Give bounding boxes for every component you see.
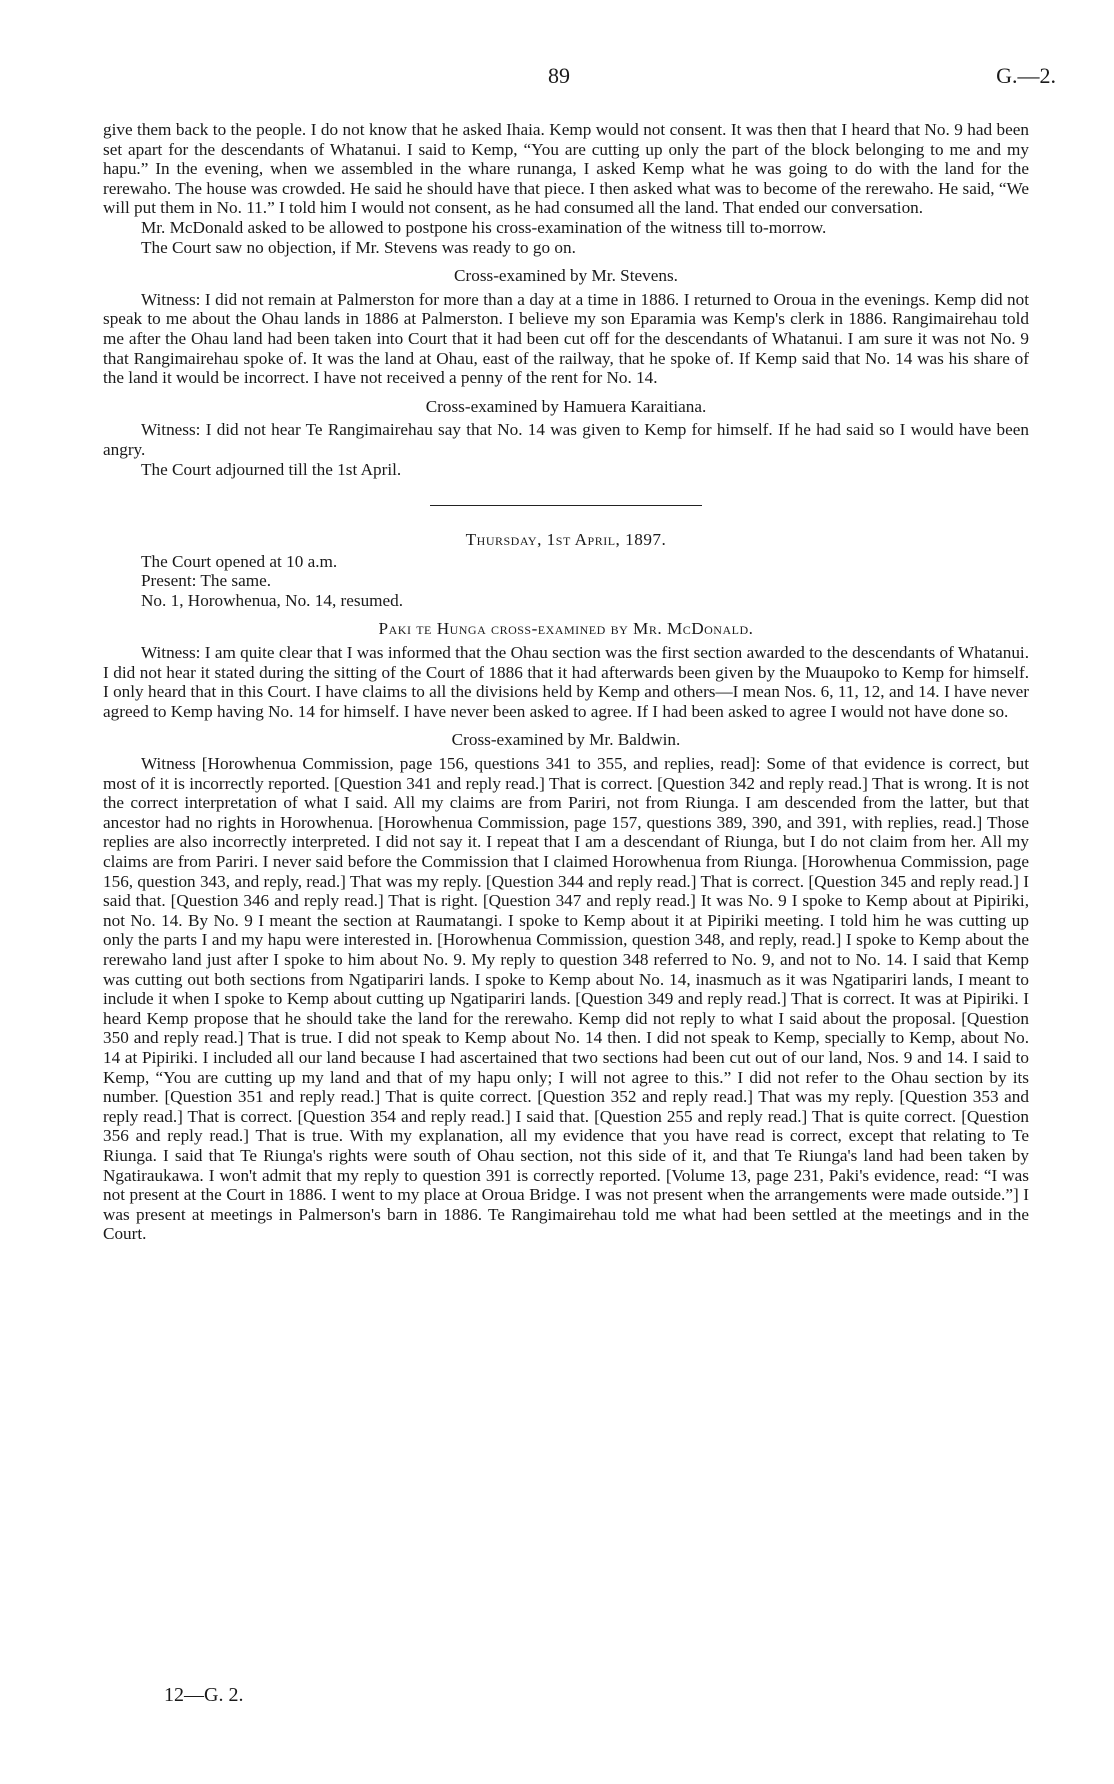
document-reference: G.—2. <box>996 63 1056 88</box>
paragraph: Mr. McDonald asked to be allowed to postpone his cross-examination of the witness till to-morrow. <box>141 217 827 237</box>
paragraph: give them back to the people. I do not know that he asked Ihaia. Kemp would not consent. It was then that I heard that No. 9 had been set apart for the descendants of Whatanui. I said to Kemp, “You are cutting up only the part of the block belonging to me and my hapu.” In the evening, when we assembled in the whare runanga, I asked Kemp what he was going to do with the land for the rerewaho. The house was crowded. He said he should have that piece. I then asked what was to become of the rerewaho. He said, “We will put them in No. 11.” I told him I would not consent, as he had consumed all the land. That ended our conversation. <box>103 120 1029 218</box>
section-heading: Cross-examined by Mr. Baldwin. <box>451 730 681 750</box>
date-heading: Thursday, 1st April, 1897. <box>465 530 667 550</box>
paragraph: Witness [Horowhenua Commission, page 156, questions 341 to 355, and replies, read]: Some of that evidence is correct, but most of it is incorrectly reported. [Question 341 and reply read.] That is correct. [Question 342 and reply read.] That is wrong. It is not the correct interpretation of what I said. All my claims are from Pariri, not from Riunga. I am descended from the latter, but that ancestor had no rights in Horowhenua. [Horowhenua Commission, page 157, questions 389, 390, and 391, with replies, read.] Those replies are also incorrectly interpreted. I did not say it. I repeat that I am a descendant of Riunga, but I do not claim from her. All my claims are from Pariri. I never said before the Commission that I claimed Horowhenua from Riunga. [Horowhenua Commission, page 156, question 343, and reply, read.] That was my reply. [Question 344 and reply read.] That is correct. [Question 345 and reply read.] I said that. [Question 346 and reply read.] That is right. [Question 347 and reply read.] It was No. 9 I spoke to Kemp about at Pipiriki, not No. 14. By No. 9 I meant the section at Raumatangi. I spoke to Kemp about it at Pipiriki meeting. I told him he was cutting up only the parts I and my hapu were interested in. [Horowhenua Commission, question 348, and reply, read.] I spoke to Kemp about the rerewaho land just after I spoke to him about No. 9. My reply to question 348 referred to No. 9, and not to No. 14. I said that Kemp was cutting out both sections from Ngatipariri lands. I spoke to Kemp about No. 14, inasmuch as it was Ngatipariri lands, I meant to include it when I spoke to Kemp about cutting up Ngatipariri lands. [Question 349 and reply read.] That is correct. It was at Pipiriki. I heard Kemp propose that he should take the land for the rerewaho. Kemp did not reply to what I said about the proposal. [Question 350 and reply read.] That is true. I did not speak to Kemp about No. 14 then. I did not speak to Kemp, specially to Kemp, about No. 14 at Pipiriki. I included all our land because I had ascertained that two sections had been cut out of our land, Nos. 9 and 14. I said to Kemp, “You are cutting up my land and that of my hapu only; I will not agree to this.” I did not refer to the Ohau section by its number. [Question 351 and reply read.] That is quite correct. [Question 352 and reply read.] That was my reply. [Question 353 and reply read.] That is correct. [Question 354 and reply read.] I said that. [Question 255 and reply read.] That is quite correct. [Question 356 and reply read.] That is true. With my explanation, all my evidence that you have read is correct, except that relating to Te Riunga. I said that Te Riunga's rights were south of Ohau section, not this side of it, and that Te Riunga's land had been taken by Ngatiraukawa. I won't admit that my reply to question 391 is correctly reported. [Volume 13, page 231, Paki's evidence, read: “I was not present at the Court in 1886. I went to my place at Oroua Bridge. I was not present when the arrangements were made outside.”] I was present at meetings in Palmerson's barn in 1886. Te Rangimairehau told me what had been settled at the meetings and in the Court. <box>103 754 1029 1244</box>
section-heading: Paki te Hunga cross-examined by Mr. McDonald. <box>378 619 754 639</box>
page-signature: 12—G. 2. <box>164 1684 244 1706</box>
paragraph: The Court adjourned till the 1st April. <box>141 459 402 479</box>
paragraph: Present: The same. <box>141 571 271 591</box>
section-divider <box>430 505 702 506</box>
paragraph: The Court saw no objection, if Mr. Stevens was ready to go on. <box>141 237 576 257</box>
section-heading: Cross-examined by Mr. Stevens. <box>454 266 678 286</box>
paragraph: Witness: I did not hear Te Rangimairehau say that No. 14 was given to Kemp for himself. If he had said so I would have been angry. <box>103 420 1029 459</box>
paragraph: The Court opened at 10 a.m. <box>141 551 338 571</box>
page-number: 89 <box>548 63 570 88</box>
paragraph: No. 1, Horowhenua, No. 14, resumed. <box>141 590 404 610</box>
paragraph: Witness: I am quite clear that I was informed that the Ohau section was the first section awarded to the descendants of Whatanui. I did not hear it stated during the sitting of the Court of 1886 that it had afterwards been given by the Muaupoko to Kemp for himself. I only heard that in this Court. I have claims to all the divisions held by Kemp and others—I mean Nos. 6, 11, 12, and 14. I have never agreed to Kemp having No. 14 for himself. I have never been asked to agree. If I had been asked to agree I would not have done so. <box>103 643 1029 721</box>
section-heading: Cross-examined by Hamuera Karaitiana. <box>425 396 707 416</box>
paragraph: Witness: I did not remain at Palmerston for more than a day at a time in 1886. I returned to Oroua in the evenings. Kemp did not speak to me about the Ohau lands in 1886 at Palmerston. I believe my son Eparamia was Kemp's clerk in 1886. Rangimairehau told me after the Ohau land had been taken into Court that it had been cut off for the descendants of Whatanui. I am sure it was not No. 9 that Rangimairehau spoke of. It was the land at Ohau, east of the railway, that he spoke of. If Kemp said that No. 14 was his share of the land it would be incorrect. I have not received a penny of the rent for No. 14. <box>103 289 1029 388</box>
document-body <box>103 120 1029 1244</box>
